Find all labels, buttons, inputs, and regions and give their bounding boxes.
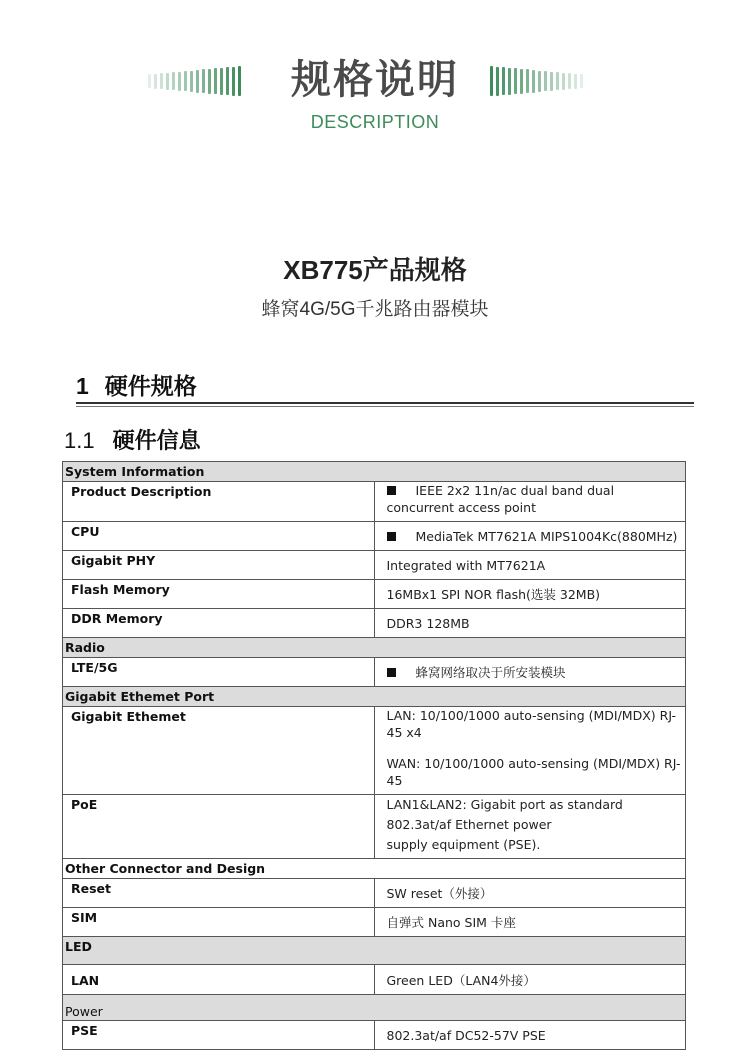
spec-value xyxy=(374,707,686,795)
spec-value-line: LAN: 10/100/1000 auto-sensing (MDI/MDX) RJ-45 x4 xyxy=(386,708,677,740)
table-row xyxy=(63,522,686,551)
spec-value-text: IEEE 2x2 11n/ac dual band dual concurrent access point xyxy=(386,483,615,515)
table-row xyxy=(63,795,686,859)
table-row xyxy=(63,879,686,908)
spec-key: SIM xyxy=(63,908,375,937)
spec-value: DDR3 128MB xyxy=(374,609,686,638)
table-row xyxy=(63,580,686,609)
table-row xyxy=(63,707,686,795)
banner-title: 规格说明 xyxy=(291,58,459,102)
stripe xyxy=(508,68,511,95)
stripe xyxy=(550,72,553,91)
square-bullet-icon xyxy=(387,486,396,495)
spec-key: DDR Memory xyxy=(63,609,375,638)
spec-key: CPU xyxy=(63,522,375,551)
table-row xyxy=(63,1021,686,1050)
table-row xyxy=(63,609,686,638)
banner-subtitle: DESCRIPTION xyxy=(310,112,440,132)
spec-key: LTE/5G xyxy=(63,658,375,687)
stripe xyxy=(520,69,523,94)
category-row-ethernet xyxy=(63,687,686,707)
table-row xyxy=(63,551,686,580)
subsection-title: 硬件信息 xyxy=(112,428,201,453)
square-bullet-icon xyxy=(387,668,396,677)
section-title: 硬件规格 xyxy=(104,373,197,399)
stripe xyxy=(562,73,565,90)
section-divider-thin xyxy=(76,406,694,407)
stripe xyxy=(568,73,571,89)
category-row-led xyxy=(63,937,686,965)
spec-value: Green LED（LAN4外接） xyxy=(374,965,686,995)
category-label: Gigabit Ethemet Port xyxy=(63,687,686,707)
product-title: XB775产品规格 xyxy=(283,255,467,285)
spec-value: 自弹式 Nano SIM 卡座 xyxy=(374,908,686,937)
spec-key: Flash Memory xyxy=(63,580,375,609)
stripe xyxy=(502,67,505,95)
spec-value-line: supply equipment (PSE). xyxy=(386,837,541,852)
hardware-spec-table xyxy=(62,461,686,1050)
table-row xyxy=(63,965,686,995)
spec-value: Integrated with MT7621A xyxy=(374,551,686,580)
category-row-radio xyxy=(63,638,686,658)
stripe xyxy=(544,71,547,91)
spec-value-text: MediaTek MT7621A MIPS1004Kc(880MHz) xyxy=(415,529,678,544)
stripe xyxy=(526,69,529,93)
stripe xyxy=(496,67,499,96)
spec-value-text: 蜂窝网络取决于所安装模块 xyxy=(415,665,566,680)
square-bullet-icon xyxy=(387,532,396,541)
spec-key: Reset xyxy=(63,879,375,908)
category-label: Other Connector and Design xyxy=(63,859,686,879)
stripe xyxy=(580,74,583,88)
category-label: LED xyxy=(63,937,686,965)
stripe xyxy=(538,71,541,92)
spec-key: Gigabit PHY xyxy=(63,551,375,580)
stripe xyxy=(556,72,559,90)
spec-key: LAN xyxy=(63,965,375,995)
spec-key: PSE xyxy=(63,1021,375,1050)
table-row xyxy=(63,482,686,522)
category-label: System Information xyxy=(63,462,686,482)
spec-value-line: LAN1&LAN2: Gigabit port as standard 802.3at/af Ethernet power xyxy=(386,797,623,832)
category-row-other xyxy=(63,859,686,879)
spec-value xyxy=(374,522,686,551)
category-row-system xyxy=(63,462,686,482)
table-row xyxy=(63,908,686,937)
category-label: Power xyxy=(63,995,686,1021)
stripe xyxy=(574,74,577,89)
spec-value xyxy=(374,482,686,522)
section-divider xyxy=(76,402,694,404)
section-number: 1 xyxy=(76,373,89,399)
spec-value xyxy=(374,658,686,687)
stripe xyxy=(514,68,517,94)
spec-value-line: WAN: 10/100/1000 auto-sensing (MDI/MDX) RJ-45 xyxy=(386,756,681,788)
spec-value: SW reset（外接） xyxy=(374,879,686,908)
table-row xyxy=(63,658,686,687)
stripe xyxy=(490,66,493,96)
spec-key: Gigabit Ethemet xyxy=(63,707,375,795)
stripe xyxy=(532,70,535,93)
section-heading-1 xyxy=(76,368,197,401)
spec-key: Product Description xyxy=(63,482,375,522)
spec-value: 16MBx1 SPI NOR flash(选装 32MB) xyxy=(374,580,686,609)
subsection-number: 1.1 xyxy=(64,428,95,453)
category-label: Radio xyxy=(63,638,686,658)
banner-stripes-right xyxy=(490,64,586,98)
section-heading-1-1 xyxy=(64,424,201,455)
product-subtitle: 蜂窝4G/5G千兆路由器模块 xyxy=(261,299,489,320)
spec-value: 802.3at/af DC52-57V PSE xyxy=(374,1021,686,1050)
spec-value xyxy=(374,795,686,859)
spec-key: PoE xyxy=(63,795,375,859)
